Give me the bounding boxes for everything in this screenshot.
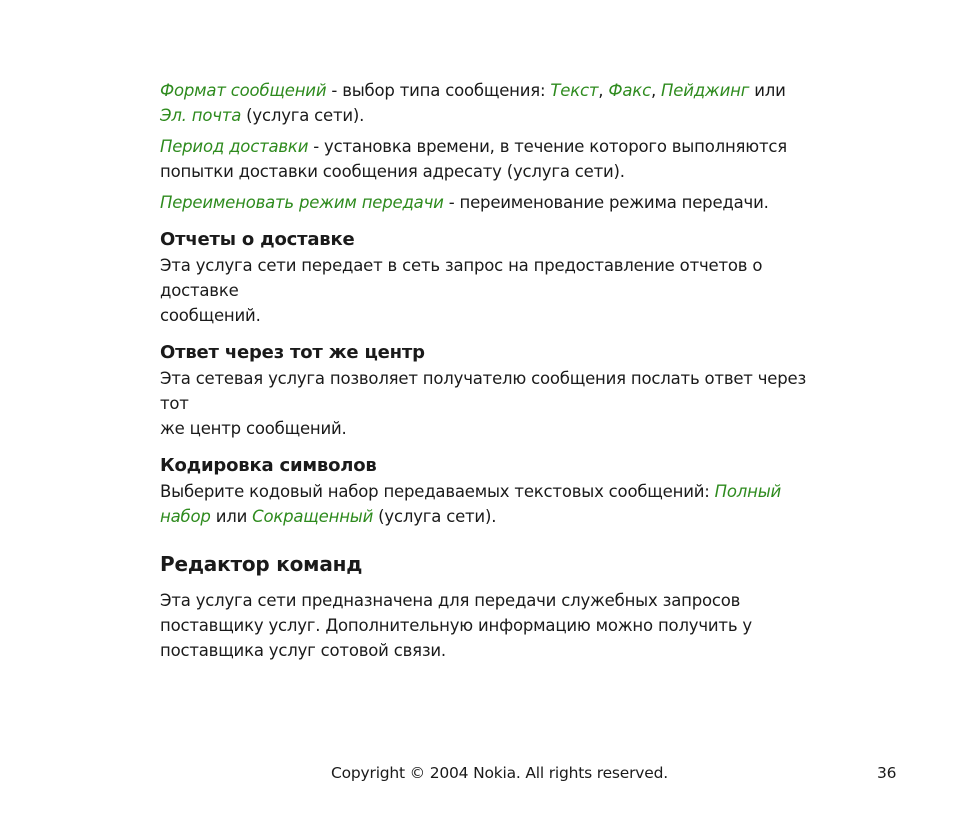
command-editor-paragraph: [160, 588, 810, 663]
page-footer: [0, 761, 954, 785]
text-fragment: - установка времени, в течение которого выполняются: [308, 137, 787, 156]
text-fragment: - переименование режима передачи.: [443, 193, 769, 212]
text-line: Эта сетевая услуга позволяет получателю сообщения послать ответ через тот: [160, 369, 807, 413]
text-line: Эта услуга сети предназначена для передачи служебных запросов: [160, 591, 741, 610]
text-fragment: попытки доставки сообщения адресату (услуга сети).: [160, 162, 625, 181]
heading-reply-via-same-center: Ответ через тот же центр: [160, 342, 425, 363]
option-full-set-part2: набор: [160, 507, 211, 526]
text-fragment: ,: [650, 81, 662, 100]
option-reduced-set: Сокращенный: [252, 507, 374, 526]
copyright-notice: Copyright © 2004 Nokia. All rights reserved.: [331, 764, 668, 782]
message-format-paragraph: [160, 78, 810, 128]
reply-via-same-center-paragraph: [160, 366, 810, 441]
option-text: Текст: [550, 81, 599, 100]
text-fragment: Выберите кодовый набор передаваемых текстовых сообщений:: [160, 482, 715, 501]
text-fragment: или: [749, 81, 786, 100]
delivery-period-paragraph: [160, 134, 810, 184]
text-fragment: (услуга сети).: [241, 106, 365, 125]
text-line: поставщику услуг. Дополнительную информацию можно получить у: [160, 616, 752, 635]
text-fragment: - выбор типа сообщения:: [326, 81, 551, 100]
text-fragment: или: [210, 507, 253, 526]
heading-command-editor: Редактор команд: [160, 552, 363, 576]
option-paging: Пейджинг: [661, 81, 750, 100]
heading-character-encoding: Кодировка символов: [160, 455, 377, 476]
page-content: [160, 78, 810, 663]
text-fragment: (услуга сети).: [373, 507, 497, 526]
option-rename-mode: Переименовать режим передачи: [160, 193, 444, 212]
text-line: сообщений.: [160, 306, 261, 325]
page-number: 36: [877, 764, 897, 782]
text-line: же центр сообщений.: [160, 419, 347, 438]
text-line: поставщика услуг сотовой связи.: [160, 641, 446, 660]
text-fragment: ,: [598, 81, 609, 100]
text-line: Эта услуга сети передает в сеть запрос на предоставление отчетов о доставке: [160, 256, 763, 300]
option-full-set-part1: Полный: [714, 482, 782, 501]
option-delivery-period: Период доставки: [160, 137, 309, 156]
option-message-format: Формат сообщений: [160, 81, 327, 100]
rename-mode-paragraph: [160, 190, 810, 215]
option-fax: Факс: [608, 81, 651, 100]
option-email: Эл. почта: [160, 106, 242, 125]
delivery-reports-paragraph: [160, 253, 810, 328]
character-encoding-paragraph: [160, 479, 810, 529]
heading-delivery-reports: Отчеты о доставке: [160, 229, 355, 250]
